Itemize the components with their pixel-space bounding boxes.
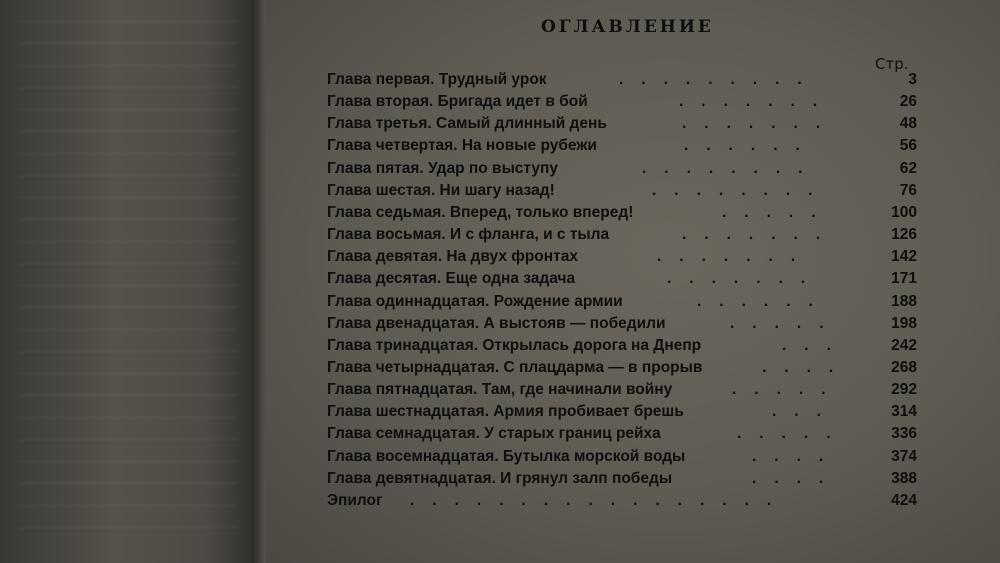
dot-leader: .......	[667, 270, 824, 288]
toc-entry-page: 48	[899, 115, 917, 133]
dot-leader: ........	[642, 159, 821, 177]
toc-entry-page: 26	[899, 93, 917, 111]
table-of-contents	[327, 0, 927, 563]
toc-entry-label: Глава шестнадцатая. Армия пробивает брешь	[327, 403, 684, 421]
toc-entry	[327, 381, 917, 403]
toc-entry	[327, 425, 917, 447]
toc-entry-label: Глава семнадцатая. У старых границ рейха	[327, 425, 661, 443]
toc-entry-page: 62	[899, 159, 917, 177]
toc-entry	[327, 270, 917, 292]
dot-leader: .....	[722, 203, 834, 221]
toc-entry-label: Глава шестая. Ни шагу назад!	[327, 181, 555, 199]
toc-entry-label: Глава девятнадцатая. И грянул залп победы	[327, 469, 673, 487]
toc-entry-label: Глава десятая. Еще одна задача	[327, 270, 576, 288]
toc-entry	[327, 248, 917, 270]
toc-entry	[327, 93, 917, 115]
toc-entry-page: 242	[891, 336, 917, 354]
toc-entry-page: 292	[891, 381, 917, 399]
toc-entry	[327, 182, 917, 204]
toc-entry	[327, 470, 917, 492]
dot-leader: .......	[657, 248, 814, 266]
dot-leader: ......	[684, 137, 818, 155]
toc-entry-label: Глава восьмая. И с фланга, и с тыла	[327, 226, 610, 244]
toc-entry-page: 388	[891, 469, 917, 487]
dot-leader: ....	[752, 447, 842, 465]
dot-leader: ...	[782, 336, 849, 354]
dot-leader: ...	[772, 403, 839, 421]
toc-entry	[327, 71, 917, 93]
dot-leader: ....	[752, 469, 842, 487]
toc-entry-page: 188	[891, 292, 917, 310]
toc-entry	[327, 115, 917, 137]
toc-entry	[327, 160, 917, 182]
toc-entry	[327, 293, 917, 315]
toc-entry-page: 314	[891, 403, 917, 421]
toc-entry-page: 126	[891, 226, 917, 244]
toc-entry-page: 268	[891, 358, 917, 376]
toc-entry	[327, 492, 917, 514]
left-page	[0, 0, 258, 563]
toc-entry	[327, 337, 917, 359]
toc-entry-label: Глава одиннадцатая. Рождение армии	[327, 292, 623, 310]
dot-leader: .....	[730, 314, 842, 332]
toc-entry-label: Глава третья. Самый длинный день	[327, 115, 607, 133]
toc-entry-label: Глава седьмая. Вперед, только вперед!	[327, 203, 634, 221]
page-column-header: Стр.	[875, 55, 909, 73]
dot-leader: ....	[762, 358, 852, 376]
toc-entry	[327, 359, 917, 381]
dot-leader: .......	[682, 226, 839, 244]
dot-leader: .....	[732, 381, 844, 399]
toc-entry-label: Глава первая. Трудный урок	[327, 71, 547, 88]
toc-entry	[327, 403, 917, 425]
toc-entry-label: Глава пятнадцатая. Там, где начинали войну	[327, 381, 673, 399]
toc-entry-page: 171	[891, 270, 917, 288]
toc-title: ОГЛАВЛЕНИЕ	[541, 17, 714, 37]
toc-entry-page: 56	[899, 137, 917, 155]
dot-leader: .................	[410, 491, 790, 509]
toc-entry-label: Глава вторая. Бригада идет в бой	[327, 93, 588, 111]
toc-entry-page: 3	[908, 71, 917, 88]
toc-entry-page: 142	[891, 248, 917, 266]
toc-entry-label: Эпилог	[327, 491, 383, 509]
toc-entry-label: Глава четвертая. На новые рубежи	[327, 137, 597, 155]
toc-entry-label: Глава двенадцатая. А выстояв — победили	[327, 314, 666, 332]
dot-leader: ........	[652, 181, 831, 199]
toc-entry-label: Глава тринадцатая. Открылась дорога на Днепр	[327, 336, 702, 354]
toc-entry-label: Глава восемнадцатая. Бутылка морской воды	[327, 447, 686, 465]
toc-entry	[327, 137, 917, 159]
dot-leader: .......	[679, 93, 836, 111]
toc-entry-label: Глава девятая. На двух фронтах	[327, 248, 578, 266]
toc-entry-label: Глава пятая. Удар по выступу	[327, 159, 559, 177]
toc-entry	[327, 315, 917, 337]
left-page-blurred-text	[20, 20, 238, 543]
toc-entry	[327, 204, 917, 226]
toc-entry-label: Глава четырнадцатая. С плацдарма — в прорыв	[327, 358, 703, 376]
toc-entry-page: 424	[891, 491, 917, 509]
toc-entry-page: 76	[899, 181, 917, 199]
toc-entry-page: 100	[891, 203, 917, 221]
toc-entry	[327, 448, 917, 470]
dot-leader: .....	[737, 425, 849, 443]
toc-entry-page: 374	[891, 447, 917, 465]
dot-leader: .........	[619, 71, 820, 88]
toc-entry	[327, 226, 917, 248]
toc-entry-page: 336	[891, 425, 917, 443]
dot-leader: .......	[682, 115, 839, 133]
toc-entry-page: 198	[891, 314, 917, 332]
dot-leader: ......	[697, 292, 831, 310]
